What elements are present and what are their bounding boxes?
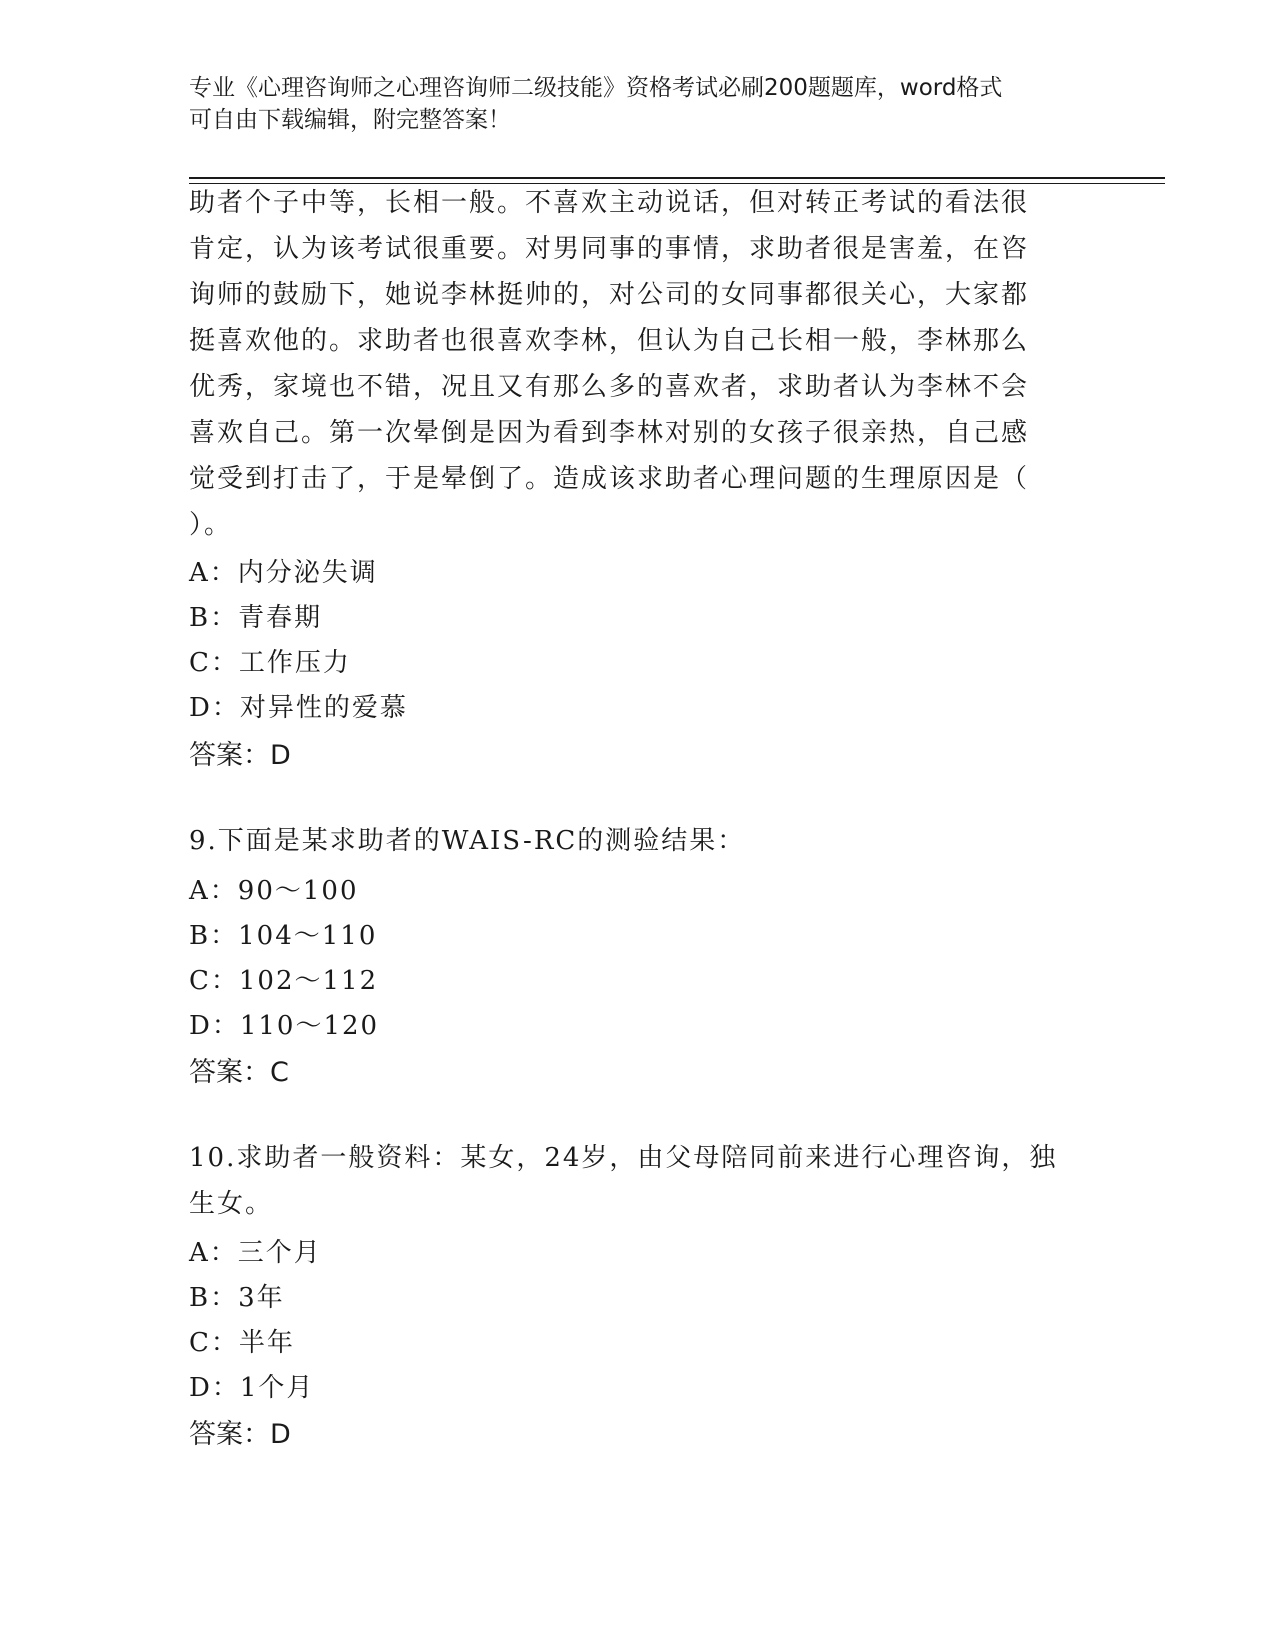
header-line-1: 专业《心理咨询师之心理咨询师二级技能》资格考试必刷200题题库，word格式	[189, 75, 1003, 101]
question-9-option-a: A：90～100	[189, 876, 359, 906]
question-10-answer: 答案：D	[189, 1419, 291, 1450]
question-9-option-d: D：110～120	[189, 1011, 380, 1041]
header-divider-thick	[189, 177, 1165, 179]
question-10-stem	[189, 1135, 1057, 1227]
question-8-line: 优秀，家境也不错，况且又有那么多的喜欢者，求助者认为李林不会	[189, 372, 1030, 402]
document-header	[189, 72, 1089, 136]
question-10-option-a: A：三个月	[189, 1238, 322, 1268]
question-9-option-c: C：102～112	[189, 966, 379, 996]
question-10-option-c: C：半年	[189, 1328, 295, 1358]
question-8-option-c: C：工作压力	[189, 648, 351, 678]
question-8-body	[189, 180, 1089, 548]
question-8-line: 询师的鼓励下，她说李林挺帅的，对公司的女同事都很关心，大家都	[189, 280, 1030, 310]
question-9-stem	[189, 818, 745, 864]
question-8-option-a: A：内分泌失调	[189, 558, 378, 588]
question-10-option-b: B：3年	[189, 1283, 285, 1313]
question-8-line: 挺喜欢他的。求助者也很喜欢李林，但认为自己长相一般，李林那么	[189, 326, 1030, 356]
question-8-option-d: D：对异性的爱慕	[189, 693, 408, 723]
question-10-option-d: D：1个月	[189, 1373, 315, 1403]
question-9-line: 9.下面是某求助者的WAIS-RC的测验结果：	[189, 826, 746, 856]
question-8-option-b: B：青春期	[189, 603, 323, 633]
question-9-option-b: B：104～110	[189, 921, 378, 951]
question-9-answer: 答案：C	[189, 1057, 289, 1088]
question-8-line: ）。	[189, 510, 233, 540]
question-8-line: 喜欢自己。第一次晕倒是因为看到李林对别的女孩子很亲热，自己感	[189, 418, 1030, 448]
question-8-answer: 答案：D	[189, 740, 291, 771]
question-10-line: 10.求助者一般资料：某女，24岁，由父母陪同前来进行心理咨询，独	[189, 1143, 1058, 1173]
question-10-line: 生女。	[189, 1189, 274, 1219]
question-8-line: 肯定，认为该考试很重要。对男同事的事情，求助者很是害羞，在咨	[189, 234, 1030, 264]
question-8-line: 觉受到打击了，于是晕倒了。造成该求助者心理问题的生理原因是（	[189, 464, 1030, 494]
header-line-2: 可自由下载编辑，附完整答案！	[189, 107, 511, 133]
question-8-line: 助者个子中等，长相一般。不喜欢主动说话，但对转正考试的看法很	[189, 188, 1030, 218]
